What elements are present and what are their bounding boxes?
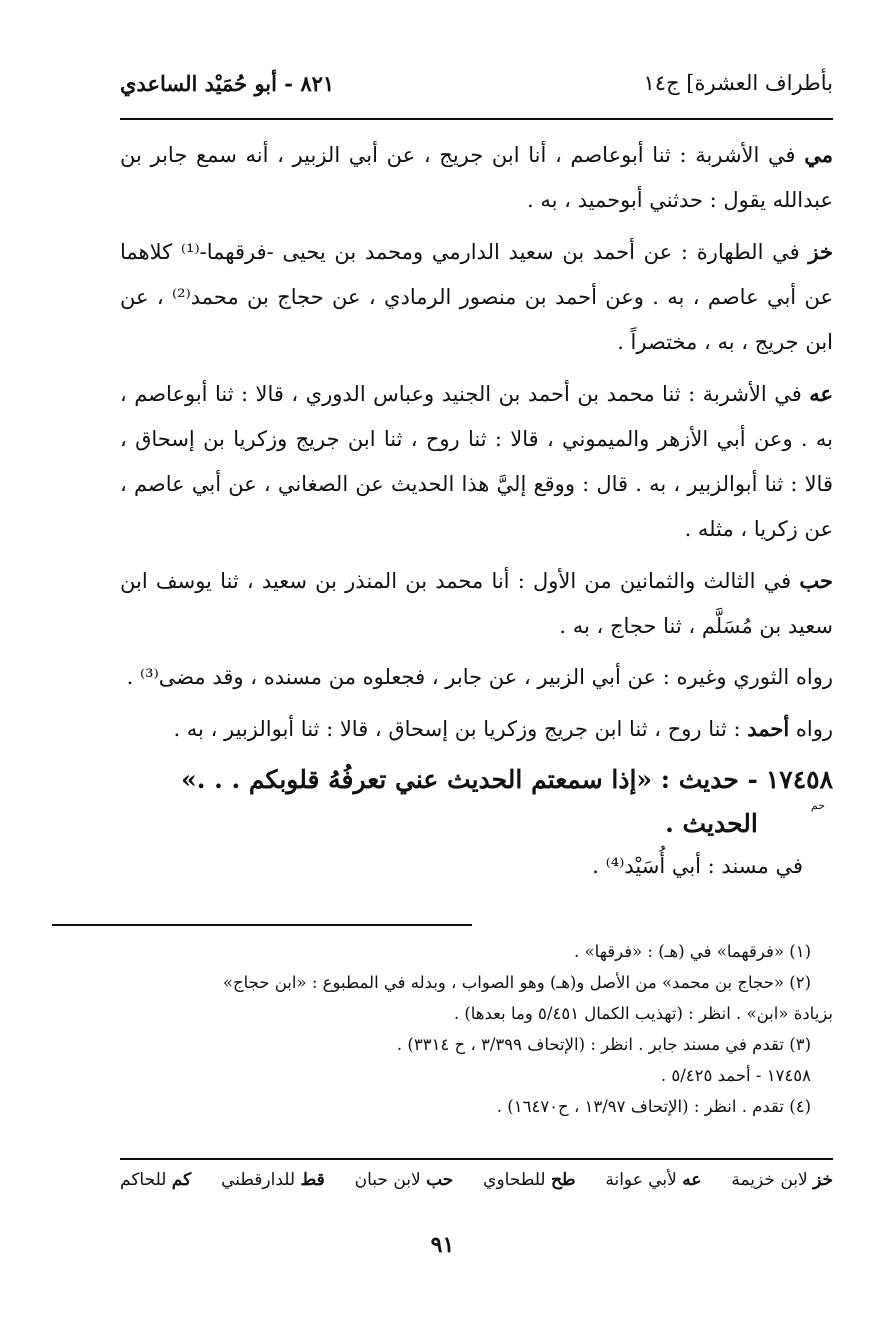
legend-name: لابن خزيمة [731,1170,808,1190]
narrator-heading: ٨٢١ - أبو حُمَيْد الساعدي [120,70,335,96]
sigla-legend [120,1170,833,1204]
musnad-reference: في مسند : أبي أُسَيْد⁽⁴⁾ . [592,854,803,878]
legend-item [120,1170,191,1204]
source-sigla: مي [804,142,833,167]
hadith-heading [120,758,833,846]
paragraph-text: في الأشربة : ثنا أبوعاصم ، أنا ابن جريج ، عن أبي الزبير ، أنه سمع جابر بن عبدالله يقول : حدثني أبوحميد ، به . [120,143,833,212]
legend-item [731,1170,833,1204]
book-title: بأطراف العشرة] ج١٤ [643,71,833,95]
source-sigla: عه [809,381,833,406]
footnote: ١٧٤٥٨ - أحمد ٥/٤٢٥ . [660,1066,811,1085]
paragraph-text: في الثالث والثمانين من الأول : أنا محمد بن المنذر بن سعيد ، ثنا يوسف ابن سعيد بن مُسَلَّم ، ثنا حجاج ، به . [120,569,833,638]
paragraph-hb [120,558,833,649]
legend-name: للحاكم [120,1170,167,1190]
header-divider [120,118,833,120]
paragraph-ahmad [120,706,833,752]
footnote: (٢) «حجاج بن محمد» من الأصل و(هـ) وهو الصواب ، وبدله في المطبوع : «ابن حجاج» [222,973,811,992]
legend-abbr: حب [426,1170,454,1190]
paragraph-khz [120,229,833,365]
ahmad-name: أحمد [747,716,790,741]
legend-item [483,1170,575,1204]
legend-abbr: طح [550,1170,576,1190]
paragraph-thawri [120,655,833,700]
legend-name: للدارقطني [221,1170,296,1190]
footnote: (٣) تقدم في مسند جابر . انظر : (الإتحاف ٣/٣٩٩ ، ح ٣٣١٤) . [396,1035,811,1054]
hadith-number-text: ١٧٤٥٨ [765,765,833,794]
page-number: ٩١ [430,1232,455,1258]
paragraph-mi [120,132,833,223]
legend-abbr: عه [682,1170,702,1190]
legend-item [221,1170,325,1204]
paragraph-text: رواه الثوري وغيره : عن أبي الزبير ، عن جابر ، فجعلوه من مسنده ، وقد مضى⁽³⁾ . [126,665,833,689]
legend-abbr: خز [813,1170,833,1190]
legend-name: للطحاوي [483,1170,546,1190]
hadith-text: - حديث : «إذا سمعتم الحديث عني تعرفُهُ قلوبكم . . .» الحديث . [181,765,758,838]
paragraph-ah [120,371,833,552]
legend-item [355,1170,454,1204]
footnote-divider [52,924,472,926]
legend-abbr: كم [171,1170,192,1190]
paragraph-text: في الطهارة : عن أحمد بن سعيد الدارمي ومحمد بن يحيى -فرقهما-⁽¹⁾ كلاهما عن أبي عاصم ، به . وعن أحمد بن منصور الرمادي ، عن حجاج بن محمد⁽²⁾ ، عن ابن جريج ، به ، مختصراً . [120,240,833,354]
musnad-ahmad-mark: حم [810,799,825,812]
legend-name: لابن حبان [354,1170,421,1190]
footnote: (١) «فرقهما» في (هـ) : «فرقها» . [573,942,811,961]
source-sigla: خز [808,239,833,264]
main-text [120,132,833,886]
paragraph-text: في الأشربة : ثنا محمد بن أحمد بن الجنيد وعباس الدوري ، قالا : ثنا أبوعاصم ، به . وعن أبي الأزهر والميموني ، قالا : ثنا روح ، ثنا ابن جريج وزكريا بن إسحاق ، قالا : ثنا أبوالزبير ، به . قال : ووقع إليَّ هذا الحديث عن الصغاني ، عن أبي عاصم ، عن زكريا ، مثله . [120,382,833,541]
source-sigla: حب [799,568,833,593]
running-header [120,58,833,108]
footnote-continuation: بزيادة «ابن» . انظر : (تهذيب الكمال ٥/٤٥١ وما بعدها) . [453,1004,833,1023]
legend-name: لأبي عوانة [605,1170,677,1190]
legend-item [605,1170,701,1204]
hadith-number [765,758,833,812]
legend-divider [120,1158,833,1160]
footnote: (٤) تقدم . انظر : (الإتحاف ١٣/٩٧ ، ح١٦٤٧٠) . [496,1097,811,1116]
ahmad-text: : ثنا روح ، ثنا ابن جريج وزكريا بن إسحاق ، قالا : ثنا أبوالزبير ، به . [173,717,748,741]
legend-abbr: قط [300,1170,325,1190]
ahmad-prefix: رواه [789,717,833,741]
footnotes [120,936,833,1122]
